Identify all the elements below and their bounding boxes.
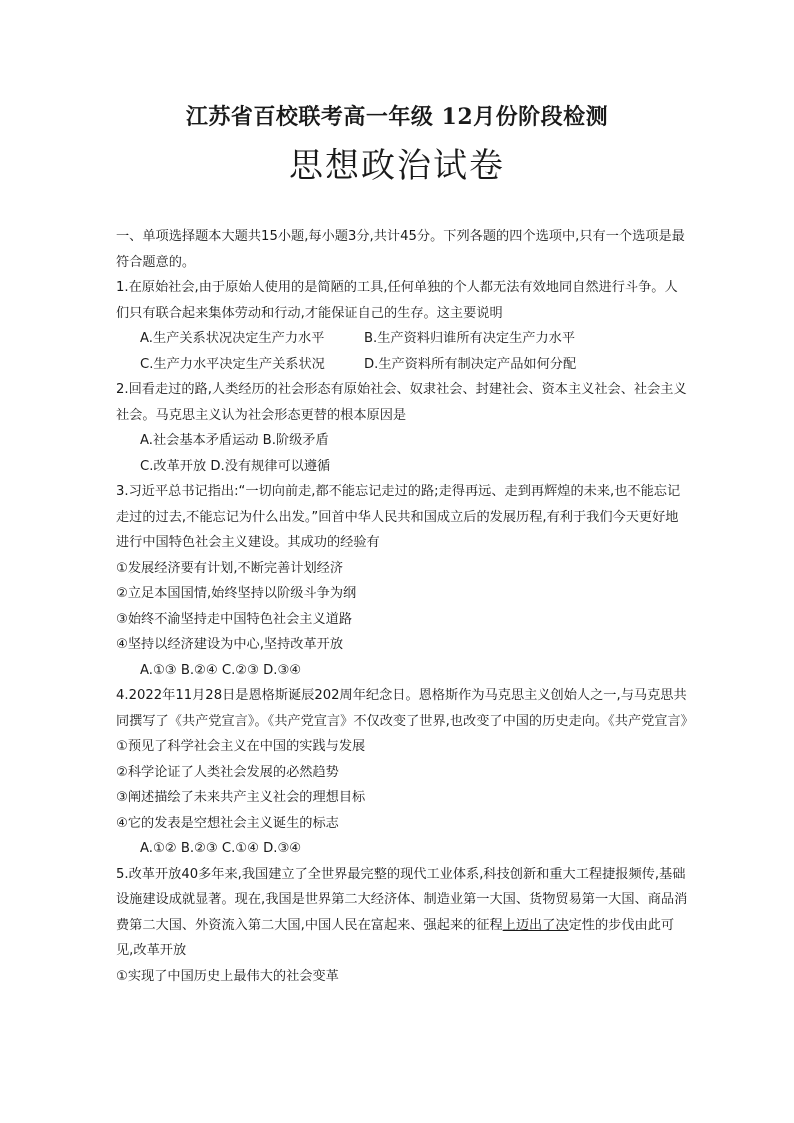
exam-title: 江苏省百校联考高一年级 12月份阶段检测	[185, 104, 609, 130]
option-d: D.生产资料所有制决定产品如何分配	[364, 356, 577, 372]
exam-body	[116, 224, 694, 989]
question-5-stem-part2: 定性的步伐由此可见,改革开放	[116, 917, 675, 958]
question-4-options: A.①② B.②③ C.①④ D.③④	[140, 841, 302, 856]
question-3-item-1: ①发展经济要有计划,不断完善计划经济	[116, 560, 344, 576]
question-3-stem: 3.习近平总书记指出:“一切向前走,都不能忘记走过的路;走得再远、走到再辉煌的未来,也不能忘记走过的过去,不能忘记为什么出发。”回首中华人民共和国成立后的发展历程,有利于我们今天更好地进行中国特色社会主义建设。其成功的经验有	[116, 484, 681, 550]
question-4-item-3: ③阐述描绘了未来共产主义社会的理想目标	[116, 790, 366, 805]
exam-subject-title: 思想政治试卷	[289, 146, 505, 186]
question-2-options-ab: A.社会基本矛盾运动 B.阶级矛盾	[140, 433, 329, 448]
section-intro: 一、单项选择题本大题共15小题,每小题3分,共计45分。下列各题的四个选项中,只有一个选项是最符合题意的。	[116, 229, 685, 270]
question-5-stem-underlined: 上迈出了决	[502, 917, 569, 933]
question-1-options-row1	[116, 326, 688, 352]
option-a: A.生产关系状况决定生产力水平	[140, 331, 325, 346]
option-c: C.生产力水平决定生产关系状况	[140, 356, 325, 372]
question-4-stem: 4.2022年11月28日是恩格斯诞辰202周年纪念日。恩格斯作为马克思主义创始人之一,与马克思共同撰写了《共产党宣言》。《共产党宣言》不仅改变了世界,也改变了中国的历史走向。《共产党宣言》	[116, 688, 694, 729]
question-2-options-cd: C.改革开放 D.没有规律可以遵循	[140, 458, 331, 474]
question-1-options-row2	[116, 352, 688, 378]
question-4-item-2: ②科学论证了人类社会发展的必然趋势	[116, 764, 339, 780]
option-b: B.生产资料归谁所有决定生产力水平	[364, 331, 576, 346]
question-1-stem: 1.在原始社会,由于原始人使用的是简陋的工具,任何单独的个人都无法有效地同自然进行斗争。人们只有联合起来集体劳动和行动,才能保证自己的生存。这主要说明	[116, 280, 678, 321]
question-3-item-2: ②立足本国国情,始终坚持以阶级斗争为纲	[116, 586, 357, 601]
question-2-stem: 2.回看走过的路,人类经历的社会形态有原始社会、奴隶社会、封建社会、资本主义社会、社会主义社会。马克思主义认为社会形态更替的根本原因是	[116, 382, 687, 423]
question-3-item-4: ④坚持以经济建设为中心,坚持改革开放	[116, 637, 344, 652]
question-3-options: A.①③ B.②④ C.②③ D.③④	[140, 662, 302, 678]
question-5-item-1: ①实现了中国历史上最伟大的社会变革	[116, 968, 339, 984]
question-4-item-4: ④它的发表是空想社会主义诞生的标志	[116, 815, 339, 831]
question-4-item-1: ①预见了科学社会主义在中国的实践与发展	[116, 739, 366, 754]
question-5-stem-part1: 5.改革开放40多年来,我国建立了全世界最完整的现代工业体系,科技创新和重大工程捷报频传,基础设施建设成就显著。现在,我国是世界第二大经济体、制造业第一大国、货物贸易第一大国、商品消费第二大国、外资流入第二大国,中国人民在富起来、强起来的征程	[116, 866, 688, 933]
question-3-item-3: ③始终不渝坚持走中国特色社会主义道路	[116, 611, 353, 627]
question-5-stem	[116, 862, 688, 964]
